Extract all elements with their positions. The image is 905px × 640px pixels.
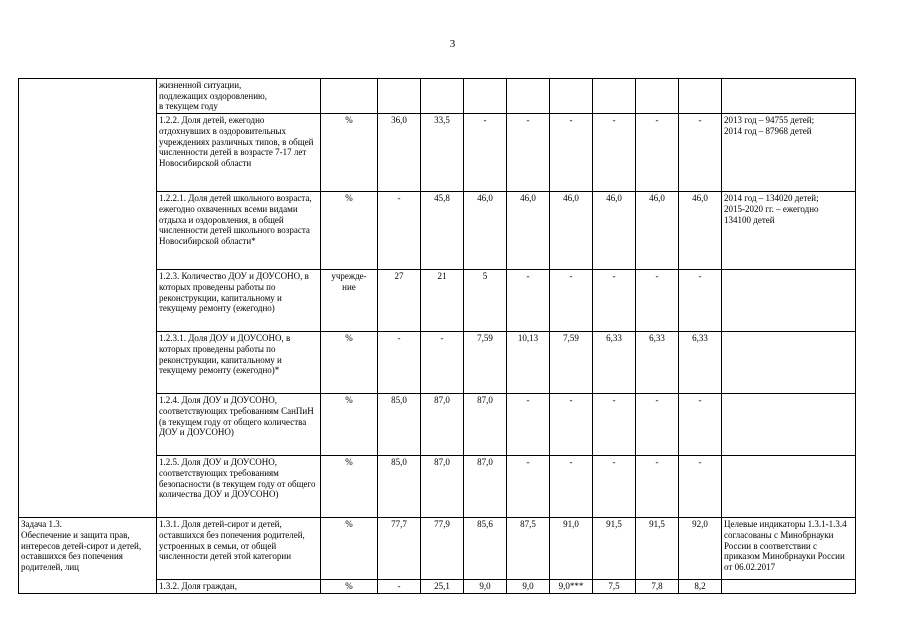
value-cell: 36,0 — [378, 114, 421, 192]
value-cell: 91,0 — [550, 518, 593, 580]
task-cell: Задача 1.3. Обеспечение и защита прав, интересов детей-сирот и детей, оставшихся без попечения родителей, лиц — [19, 518, 157, 594]
value-cell — [421, 79, 464, 114]
indicator-cell: 1.2.3.1. Доля ДОУ и ДОУСОНО, в которых проведены работы по реконструкции, капитальному и текущему ремонту (ежегодно)* — [157, 332, 321, 394]
note-cell: 2014 год – 134020 детей; 2015-2020 гг. – ежегодно 134100 детей — [722, 192, 856, 270]
value-cell: 7,59 — [464, 332, 507, 394]
value-cell: 6,33 — [593, 332, 636, 394]
value-cell: - — [421, 332, 464, 394]
value-cell: 46,0 — [593, 192, 636, 270]
unit-cell: % — [321, 192, 378, 270]
value-cell: 87,5 — [507, 518, 550, 580]
value-cell: - — [507, 270, 550, 332]
indicator-cell: 1.2.5. Доля ДОУ и ДОУСОНО, соответствующих требованиям безопасности (в текущем году от общего количества ДОУ и ДОУСОНО) — [157, 456, 321, 518]
unit-cell — [321, 79, 378, 114]
indicator-cell: 1.3.1. Доля детей-сирот и детей, оставшихся без попечения родителей, устроенных в семьи, от общей численности детей этой категории — [157, 518, 321, 580]
unit-cell: % — [321, 394, 378, 456]
value-cell: 46,0 — [636, 192, 679, 270]
page-number: 3 — [449, 38, 456, 50]
unit-cell: учрежде- ние — [321, 270, 378, 332]
value-cell: 33,5 — [421, 114, 464, 192]
value-cell: - — [593, 456, 636, 518]
value-cell: 5 — [464, 270, 507, 332]
note-cell — [722, 79, 856, 114]
value-cell: - — [378, 332, 421, 394]
value-cell: - — [636, 270, 679, 332]
table-row — [19, 79, 856, 114]
value-cell: - — [593, 394, 636, 456]
value-cell: - — [464, 114, 507, 192]
value-cell: - — [679, 394, 722, 456]
value-cell: 87,0 — [421, 394, 464, 456]
value-cell: 46,0 — [679, 192, 722, 270]
value-cell: 9,0 — [507, 580, 550, 594]
indicator-cell: 1.2.3. Количество ДОУ и ДОУСОНО, в которых проведены работы по реконструкции, капитальному и текущему ремонту (ежегодно) — [157, 270, 321, 332]
value-cell: 6,33 — [636, 332, 679, 394]
value-cell — [636, 79, 679, 114]
value-cell: - — [550, 394, 593, 456]
value-cell: - — [636, 394, 679, 456]
value-cell: 9,0*** — [550, 580, 593, 594]
value-cell: 10,13 — [507, 332, 550, 394]
indicator-cell: 1.2.2.1. Доля детей школьного возраста, ежегодно охваченных всеми видами отдыха и оздоровления, в общей численности детей школьного возраста Новосибирской области* — [157, 192, 321, 270]
value-cell: - — [550, 270, 593, 332]
value-cell: - — [593, 114, 636, 192]
value-cell — [679, 79, 722, 114]
indicator-cell: 1.2.4. Доля ДОУ и ДОУСОНО, соответствующих требованиям СанПиН (в текущем году от общего количества ДОУ и ДОУСОНО) — [157, 394, 321, 456]
value-cell: 46,0 — [507, 192, 550, 270]
value-cell: - — [507, 394, 550, 456]
value-cell: 92,0 — [679, 518, 722, 580]
value-cell: - — [550, 456, 593, 518]
unit-cell: % — [321, 114, 378, 192]
task-cell — [19, 79, 157, 518]
value-cell: - — [679, 114, 722, 192]
indicator-cell: 1.2.2. Доля детей, ежегодно отдохнувших в оздоровительных учреждениях различных типов, в общей численности детей в возрасте 7-17 лет Новосибирской области — [157, 114, 321, 192]
value-cell: 7,5 — [593, 580, 636, 594]
value-cell: 46,0 — [464, 192, 507, 270]
value-cell: - — [679, 456, 722, 518]
note-cell — [722, 394, 856, 456]
value-cell: 85,0 — [378, 456, 421, 518]
value-cell: 9,0 — [464, 580, 507, 594]
value-cell: - — [636, 456, 679, 518]
value-cell: 46,0 — [550, 192, 593, 270]
value-cell: 45,8 — [421, 192, 464, 270]
value-cell: 7,8 — [636, 580, 679, 594]
value-cell: - — [378, 192, 421, 270]
value-cell: - — [507, 114, 550, 192]
unit-cell: % — [321, 580, 378, 594]
value-cell: 91,5 — [593, 518, 636, 580]
value-cell — [507, 79, 550, 114]
unit-cell: % — [321, 518, 378, 580]
value-cell: 27 — [378, 270, 421, 332]
indicator-cell: 1.3.2. Доля граждан, — [157, 580, 321, 594]
table-row — [19, 518, 856, 580]
note-cell — [722, 270, 856, 332]
value-cell: 85,0 — [378, 394, 421, 456]
value-cell: - — [507, 456, 550, 518]
value-cell: 6,33 — [679, 332, 722, 394]
value-cell — [593, 79, 636, 114]
value-cell: 7,59 — [550, 332, 593, 394]
note-cell — [722, 580, 856, 594]
note-cell — [722, 456, 856, 518]
indicators-table — [18, 78, 856, 594]
unit-cell: % — [321, 332, 378, 394]
value-cell: 87,0 — [421, 456, 464, 518]
value-cell: 25,1 — [421, 580, 464, 594]
value-cell: - — [593, 270, 636, 332]
note-cell: 2013 год – 94755 детей; 2014 год – 87968 детей — [722, 114, 856, 192]
value-cell — [464, 79, 507, 114]
value-cell: 21 — [421, 270, 464, 332]
value-cell: 77,9 — [421, 518, 464, 580]
value-cell: 87,0 — [464, 394, 507, 456]
value-cell: - — [550, 114, 593, 192]
note-cell — [722, 332, 856, 394]
value-cell — [550, 79, 593, 114]
value-cell: 8,2 — [679, 580, 722, 594]
value-cell: - — [679, 270, 722, 332]
value-cell: 85,6 — [464, 518, 507, 580]
note-cell: Целевые индикаторы 1.3.1-1.3.4 согласованы с Минобрнауки России в соответствии с приказом Минобрнауки России от 06.02.2017 — [722, 518, 856, 580]
indicator-cell: жизненной ситуации, подлежащих оздоровлению, в текущем году — [157, 79, 321, 114]
value-cell: 77,7 — [378, 518, 421, 580]
value-cell: - — [378, 580, 421, 594]
unit-cell: % — [321, 456, 378, 518]
value-cell — [378, 79, 421, 114]
value-cell: 87,0 — [464, 456, 507, 518]
value-cell: - — [636, 114, 679, 192]
value-cell: 91,5 — [636, 518, 679, 580]
